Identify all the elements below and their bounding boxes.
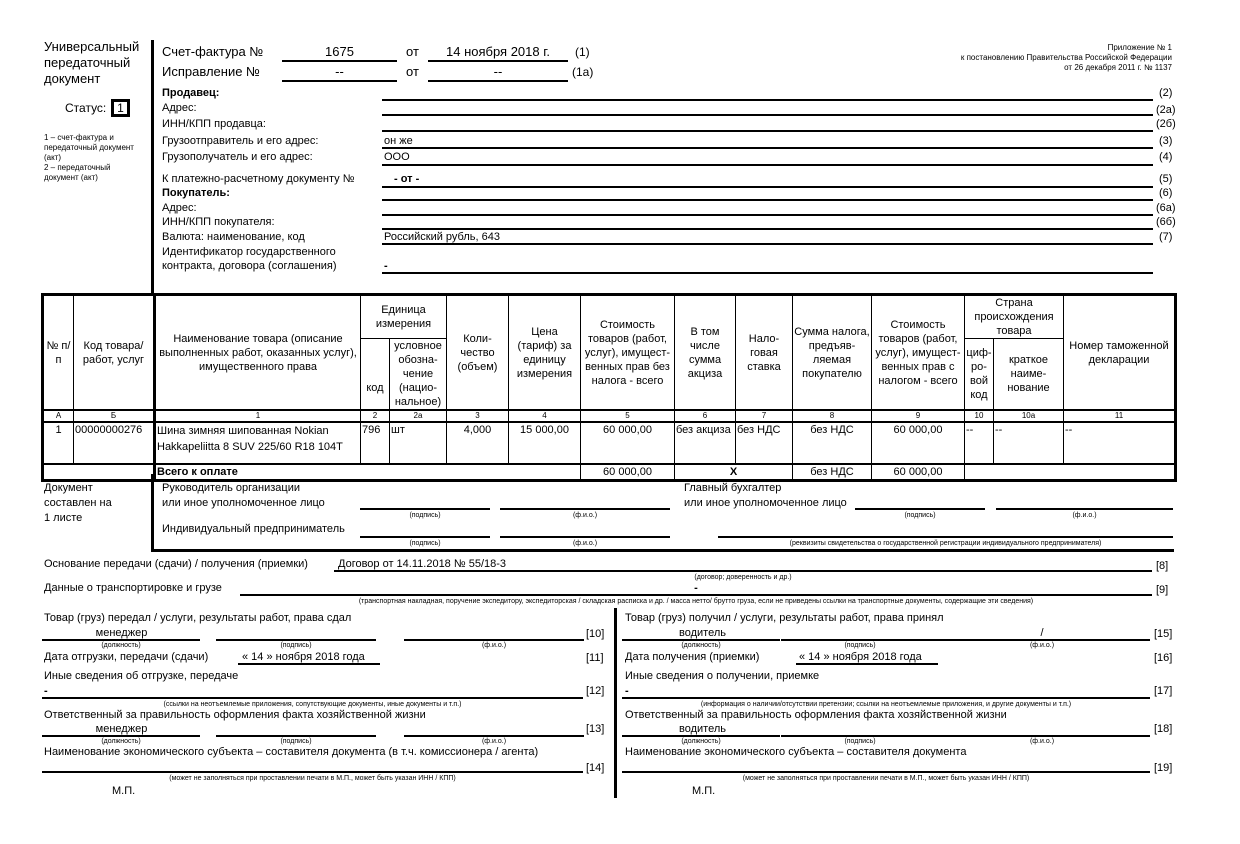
caption: (ф.и.о.) [481,642,507,649]
buyer-address-line [382,214,1153,216]
col-number: 8 [793,410,872,422]
right-entity-label: Наименование экономического субъекта – составителя документа [625,746,967,758]
caption: (может не заполняться при проставлении печати в М.П., может быть указан ИНН / КПП) [169,775,456,782]
left-other-value: - [44,685,48,697]
col-number: 2а [390,410,447,422]
total-cost-with-tax: 60 000,00 [872,464,965,481]
accountant-signature-line[interactable] [855,508,985,510]
left-entity-label: Наименование экономического субъекта – составителя документа (в т.ч. комиссионера / агента) [44,746,539,758]
table-header-row [43,295,1176,339]
ref: (2а) [1156,104,1176,116]
payment-doc-line [382,186,1153,188]
stamp-place: М.П. [692,785,716,797]
col-customs-header: Номер таможенной декларации [1064,295,1176,411]
items-table [41,293,1177,482]
currency-label: Валюта: наименование, код [162,231,305,243]
correction-from: от [406,64,419,79]
status-legend [44,133,154,183]
right-title: Товар (груз) получил / услуги, результаты работ, права принял [625,612,944,624]
ref: (4) [1159,151,1173,163]
col-qty-header: Коли-чество (объем) [447,295,509,411]
caption: (подпись) [409,512,441,519]
right-date-value: « 14 » ноября 2018 года [799,651,922,663]
caption: (ф.и.о.) [572,540,598,547]
stamp-place: М.П. [112,785,136,797]
ref: [10] [586,628,605,640]
accountant-label-line: Главный бухгалтер [684,482,782,494]
entity-line [42,771,583,773]
ref: [11] [586,652,604,664]
buyer-inn-label: ИНН/КПП покупателя: [162,216,275,228]
col-number: 7 [736,410,793,422]
seller-inn-label: ИНН/КПП продавца: [162,118,266,130]
caption: (ф.и.о.) [481,738,507,745]
ref: [18] [1154,723,1173,735]
document-type [44,39,149,87]
shipper-value: он же [384,135,413,147]
caption: (реквизиты свидетельства о государственной регистрации индивидуального предпринимателя) [789,540,1102,547]
transport-line [240,594,1152,596]
currency-value: Российский рубль, 643 [384,231,500,243]
col-unit-group-header: Единица измерения [361,295,447,339]
left-date-label: Дата отгрузки, передачи (сдачи) [44,651,209,663]
right-fio-value: / [1040,627,1044,639]
shipper-label: Грузоотправитель и его адрес: [162,135,319,147]
signature-left-border [151,474,154,552]
caption: (подпись) [280,642,312,649]
appendix-line: к постановлению Правительства Российской Федерации [960,53,1172,62]
col-number: Б [74,410,155,422]
caption: (подпись) [904,512,936,519]
col-tax-rate-header: Нало-говая ставка [736,295,793,411]
caption: (ф.и.о.) [1029,642,1055,649]
contract-id-line: контракта, договора (соглашения) [162,260,337,272]
col-number: 10 [965,410,994,422]
correction-label: Исправление № [162,64,260,79]
left-divider [151,40,154,294]
ref: (7) [1159,231,1173,243]
cell-cost-no-tax: 60 000,00 [581,422,675,464]
col-code-header: Код товара/ работ, услуг [74,295,155,411]
seller-address-line [382,114,1153,116]
entrepreneur-signature-line[interactable] [360,536,490,538]
caption: (транспортная накладная, поручение экспедитору, экспедиторская / складская расписка и др. / масса нетто/ брутто груза, если не приведены ссылки на транспортные документы, содержащие эти сведения) [358,598,1034,605]
contract-id-label [162,245,337,273]
date-line [796,663,938,665]
col-number: 4 [509,410,581,422]
ref: [17] [1154,685,1173,697]
caption: (подпись) [844,642,876,649]
ref: (6б) [1156,216,1176,228]
invoice-from: от [406,44,419,59]
table-total-row [43,464,1176,481]
buyer-line [382,199,1153,201]
cell-cost-with-tax: 60 000,00 [872,422,965,464]
col-excise-header: В том числе сумма акциза [675,295,736,411]
ref: [19] [1154,762,1173,774]
total-cost-no-tax: 60 000,00 [581,464,675,481]
cell-price: 15 000,00 [509,422,581,464]
entrepreneur-fio-line[interactable] [500,536,670,538]
accountant-label-line: или иное уполномоченное лицо [684,497,847,509]
other-line [622,697,1150,699]
basis-line [334,570,1152,572]
cell-excise: без акциза [675,422,736,464]
ref: (6а) [1156,202,1176,214]
col-number: 2 [361,410,390,422]
ref: [8] [1156,560,1169,572]
doc-type-line: документ [44,71,101,86]
caption: (должность) [101,738,141,745]
basis-value: Договор от 14.11.2018 № 55/18-3 [338,558,507,570]
currency-line [382,243,1153,245]
cell-country-code: -- [965,422,994,464]
right-other-value: - [625,685,629,697]
ref: (3) [1159,135,1173,147]
sheets-line: составлен на [44,497,112,509]
consignee-line [382,164,1153,166]
sheets-line: 1 листе [44,512,83,524]
ref: (6) [1159,187,1173,199]
col-country-name-header: краткое наиме-нование [994,339,1064,411]
entrepreneur-label: Индивидуальный предприниматель [162,523,345,535]
table-row [43,422,1176,464]
left-responsible-position: менеджер [95,723,148,735]
col-number: 10а [994,410,1064,422]
seller-line [382,99,1153,101]
right-responsible-position: водитель [679,723,726,735]
caption: (ф.и.о.) [1072,512,1097,519]
appendix-line: от 26 декабря 2011 г. № 1137 [1064,63,1172,72]
seller-inn-line [382,130,1153,132]
col-cost-with-tax-header: Стоимость товаров (работ, услуг), имущест-венных прав с налогом - всего [872,295,965,411]
cell-unit-code: 796 [361,422,390,464]
sheets-line: Документ [44,482,93,494]
col-number: 1 [155,410,361,422]
sheets-note [44,481,112,526]
col-cost-no-tax-header: Стоимость товаров (работ, услуг), имущест-венных прав без налога - всего [581,295,675,411]
status-label: Статус: [65,101,107,115]
payment-doc-label: К платежно-расчетному документу № [162,173,355,185]
total-tax-sum: без НДС [793,464,872,481]
col-price-header: Цена (тариф) за единицу измерения [509,295,581,411]
invoice-date: 14 ноября 2018 г. [446,44,550,59]
buyer-address-label: Адрес: [162,202,197,214]
legend-line: передаточный документ [44,143,134,152]
col-unit-code-header: код [361,339,390,411]
correction-number: -- [335,64,344,79]
caption: (должность) [681,738,721,745]
left-date-value: « 14 » ноября 2018 года [242,651,365,663]
cell-code: 00000000276 [74,422,155,464]
seller-address-label: Адрес: [162,102,197,114]
col-number: А [43,410,74,422]
cell-unit-name: шт [390,422,447,464]
caption: (может не заполняться при проставлении печати в М.П., может быть указан ИНН / КПП) [742,775,1030,782]
right-position: водитель [679,627,726,639]
ref: (2б) [1156,118,1176,130]
total-excise-rate: X [675,464,793,481]
appendix-note [900,43,1172,73]
ref: (2) [1159,87,1173,99]
legend-line: (акт) [44,153,62,162]
right-date-label: Дата получения (приемки) [625,651,760,663]
date-line [238,663,380,665]
column-numbers-row [43,410,1176,422]
ref: [9] [1156,584,1169,596]
contract-id-line [382,272,1153,274]
doc-type-line: Универсальный [44,39,140,54]
invoice-ref: (1) [575,45,590,59]
legend-line: 1 – счет-фактура и [44,133,114,142]
cell-num: 1 [43,422,74,464]
doc-type-line: передаточный [44,55,131,70]
caption: (ф.и.о.) [572,512,598,519]
col-country-code-header: циф-ро-вой код [965,339,994,411]
ref: [14] [586,762,605,774]
correction-date: -- [493,64,503,79]
right-responsible-label: Ответственный за правильность оформления факта хозяйственной жизни [625,709,1007,721]
head-label-line: Руководитель организации [162,482,301,494]
correction-ref: (1а) [572,65,594,79]
caption: (должность) [101,642,141,649]
head-fio-line[interactable] [500,508,670,510]
entity-line [622,771,1150,773]
cell-customs: -- [1064,422,1176,464]
ref: [15] [1154,628,1173,640]
consignee-value: ООО [384,151,410,163]
accountant-fio-line[interactable] [996,508,1173,510]
payment-doc-value: - от - [394,173,420,185]
appendix-line: Приложение № 1 [1107,43,1172,52]
ref: (5) [1159,173,1173,185]
legend-line: документ (акт) [44,173,98,182]
contract-id-line: Идентификатор государственного [162,246,336,258]
col-number: 11 [1064,410,1176,422]
col-number: 9 [872,410,965,422]
col-country-group-header: Страна происхождения товара [965,295,1064,339]
accountant-label [684,481,847,511]
caption: (должность) [681,642,721,649]
contract-id-value: - [384,260,388,272]
col-number: 3 [447,410,509,422]
legend-line: 2 – передаточный [44,163,111,172]
cell-country-name: -- [994,422,1064,464]
cell-tax-rate: без НДС [736,422,793,464]
head-signature-line[interactable] [360,508,490,510]
right-other-label: Иные сведения о получении, приемке [625,670,820,682]
seller-label: Продавец: [162,87,220,99]
underline [282,60,397,62]
caption: (подпись) [280,738,312,745]
cell-name: Шина зимняя шипованная Nokian Hakkapeliitta 8 SUV 225/60 R18 104T [155,422,361,464]
signature-bottom-border [151,549,1174,552]
total-empty [965,464,1176,481]
caption: (ссылки на неотъемлемые приложения, сопутствующие документы, иные документы и т.п.) [163,701,462,708]
caption: (ф.и.о.) [1029,738,1055,745]
head-label-line: или иное уполномоченное лицо [162,497,325,509]
status-box: 1 [111,99,130,117]
basis-label: Основание передачи (сдачи) / получения (приемки) [44,558,308,570]
caption: (договор; доверенность и др.) [694,574,792,581]
registration-line[interactable] [718,536,1173,538]
caption: (подпись) [844,738,876,745]
transport-value: - [694,582,698,594]
left-other-label: Иные сведения об отгрузке, передаче [44,670,239,682]
transport-label: Данные о транспортировке и грузе [44,582,222,594]
ref: [13] [586,723,605,735]
caption: (подпись) [409,540,441,547]
left-responsible-label: Ответственный за правильность оформления факта хозяйственной жизни [44,709,426,721]
col-number: 6 [675,410,736,422]
bottom-divider [614,608,617,798]
shipper-line [382,147,1153,149]
ref: [12] [586,685,605,697]
col-tax-sum-header: Сумма налога, предъяв-ляемая покупателю [793,295,872,411]
col-number: 5 [581,410,675,422]
ref: [16] [1154,652,1173,664]
total-label: Всего к оплате [155,464,581,481]
col-unit-name-header: условное обозна-чение (нацио-нальное) [390,339,447,411]
left-position: менеджер [95,627,148,639]
underline [282,80,397,82]
underline [428,80,568,82]
caption: (информация о наличии/отсутствии претензии; ссылки на неотъемлемые приложения, и другие документы и т.п.) [700,701,1072,708]
consignee-label: Грузополучатель и его адрес: [162,151,313,163]
underline [428,60,568,62]
buyer-label: Покупатель: [162,187,230,199]
invoice-label: Счет-фактура № [162,44,264,59]
other-line [42,697,583,699]
col-num-header: № п/п [43,295,74,411]
col-name-header: Наименование товара (описание выполненных работ, оказанных услуг), имущественного права [155,295,361,411]
invoice-number: 1675 [325,44,354,59]
total-empty [43,464,155,481]
head-label [162,481,325,511]
cell-qty: 4,000 [447,422,509,464]
left-title: Товар (груз) передал / услуги, результаты работ, права сдал [44,612,352,624]
cell-tax-sum: без НДС [793,422,872,464]
